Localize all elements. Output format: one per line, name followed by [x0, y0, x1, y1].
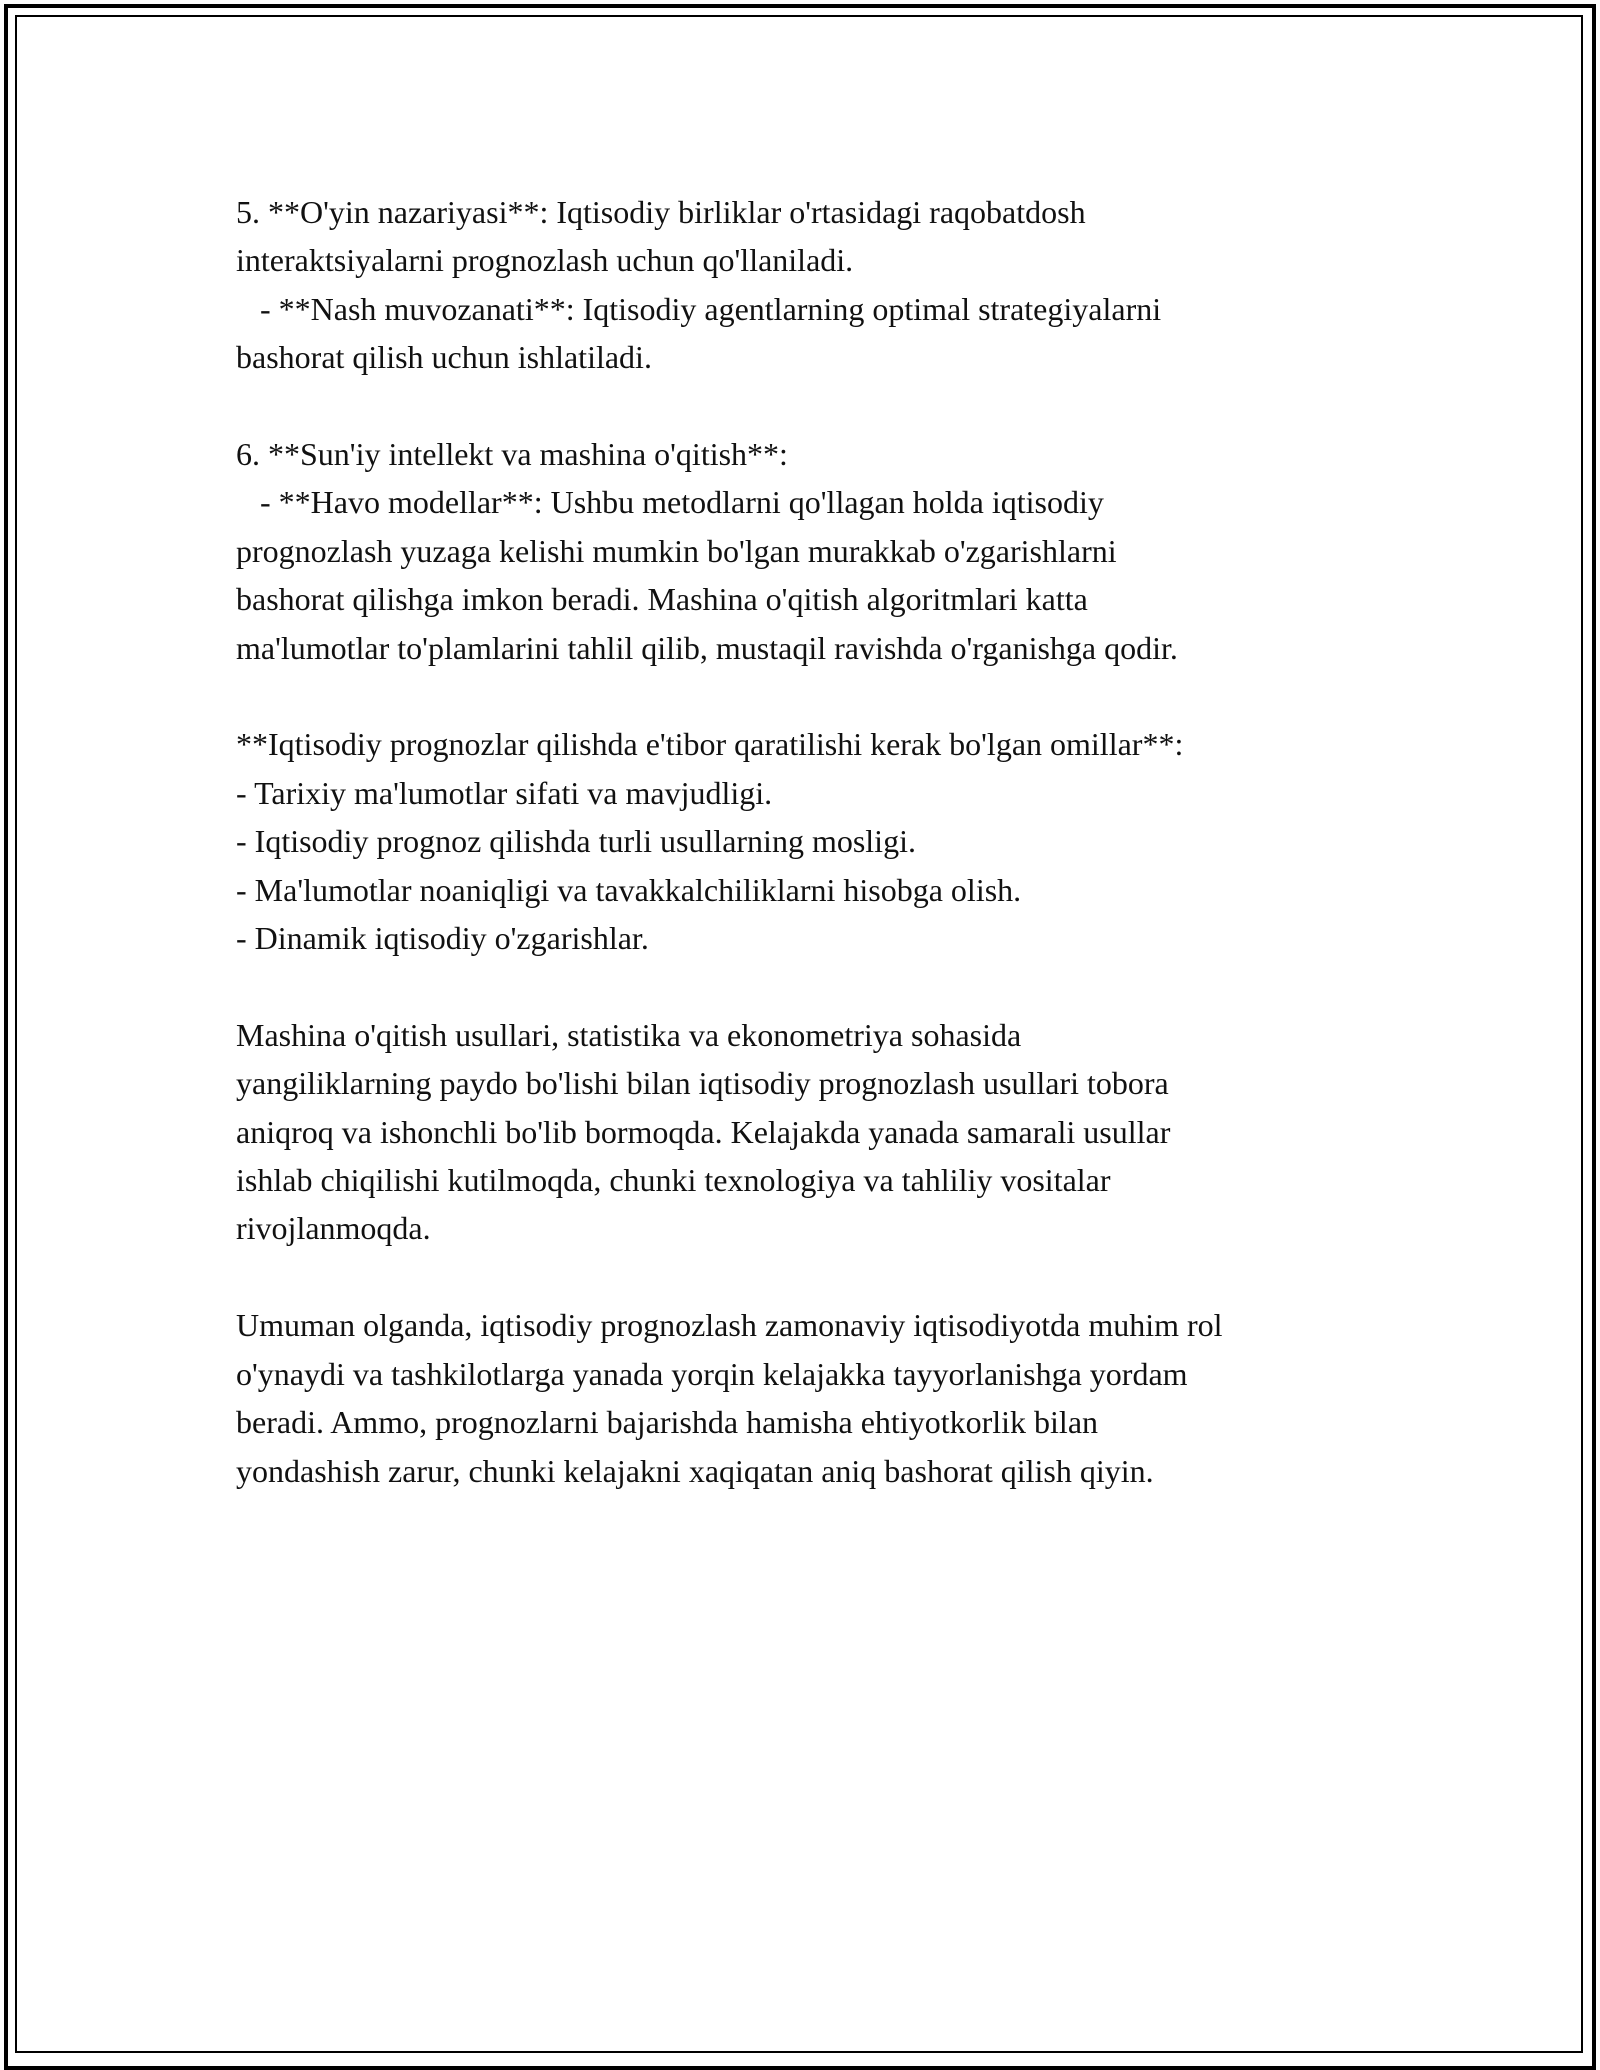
- text-line: aniqroq va ishonchli bo'lib bormoqda. Kelajakda yanada samarali usullar: [236, 1113, 1171, 1150]
- text-line: - Iqtisodiy prognoz qilishda turli usullarning mosligi.: [236, 823, 916, 860]
- text-line: 6. **Sun'iy intellekt va mashina o'qitish**:: [236, 436, 788, 473]
- text-line: interaktsiyalarni prognozlash uchun qo'llaniladi.: [236, 242, 854, 279]
- blank-line: [236, 1253, 1436, 1301]
- text-line: - **Havo modellar**: Ushbu metodlarni qo'llagan holda iqtisodiy: [236, 484, 1104, 521]
- text-line: - Ma'lumotlar noaniqligi va tavakkalchiliklarni hisobga olish.: [236, 871, 1022, 908]
- blank-line: [236, 962, 1436, 1010]
- text-line: Mashina o'qitish usullari, statistika va ekonometriya sohasida: [236, 1016, 1022, 1053]
- text-line: yangiliklarning paydo bo'lishi bilan iqtisodiy prognozlash usullari tobora: [236, 1065, 1169, 1102]
- text-line: - Tarixiy ma'lumotlar sifati va mavjudligi.: [236, 774, 773, 811]
- text-line: ishlab chiqilishi kutilmoqda, chunki texnologiya va tahliliy vositalar: [236, 1162, 1111, 1199]
- document-body: [236, 188, 1436, 1495]
- text-line: bashorat qilish uchun ishlatiladi.: [236, 339, 652, 376]
- text-line: yondashish zarur, chunki kelajakni xaqiqatan aniq bashorat qilish qiyin.: [236, 1452, 1154, 1489]
- text-line: ma'lumotlar to'plamlarini tahlil qilib, mustaqil ravishda o'rganishga qodir.: [236, 629, 1178, 666]
- text-line: beradi. Ammo, prognozlarni bajarishda hamisha ehtiyotkorlik bilan: [236, 1404, 1099, 1441]
- blank-line: [236, 382, 1436, 430]
- text-line: rivojlanmoqda.: [236, 1210, 431, 1247]
- text-line: prognozlash yuzaga kelishi mumkin bo'lgan murakkab o'zgarishlarni: [236, 532, 1117, 569]
- text-line: - Dinamik iqtisodiy o'zgarishlar.: [236, 920, 649, 957]
- text-line: **Iqtisodiy prognozlar qilishda e'tibor qaratilishi kerak bo'lgan omillar**:: [236, 726, 1184, 763]
- text-line: - **Nash muvozanati**: Iqtisodiy agentlarning optimal strategiyalarni: [236, 290, 1162, 327]
- text-line: bashorat qilishga imkon beradi. Mashina o'qitish algoritmlari katta: [236, 581, 1088, 618]
- blank-line: [236, 672, 1436, 720]
- text-line: o'ynaydi va tashkilotlarga yanada yorqin kelajakka tayyorlanishga yordam: [236, 1355, 1188, 1392]
- text-line: 5. **O'yin nazariyasi**: Iqtisodiy birliklar o'rtasidagi raqobatdosh: [236, 194, 1086, 230]
- text-line: Umuman olganda, iqtisodiy prognozlash zamonaviy iqtisodiyotda muhim rol: [236, 1307, 1223, 1344]
